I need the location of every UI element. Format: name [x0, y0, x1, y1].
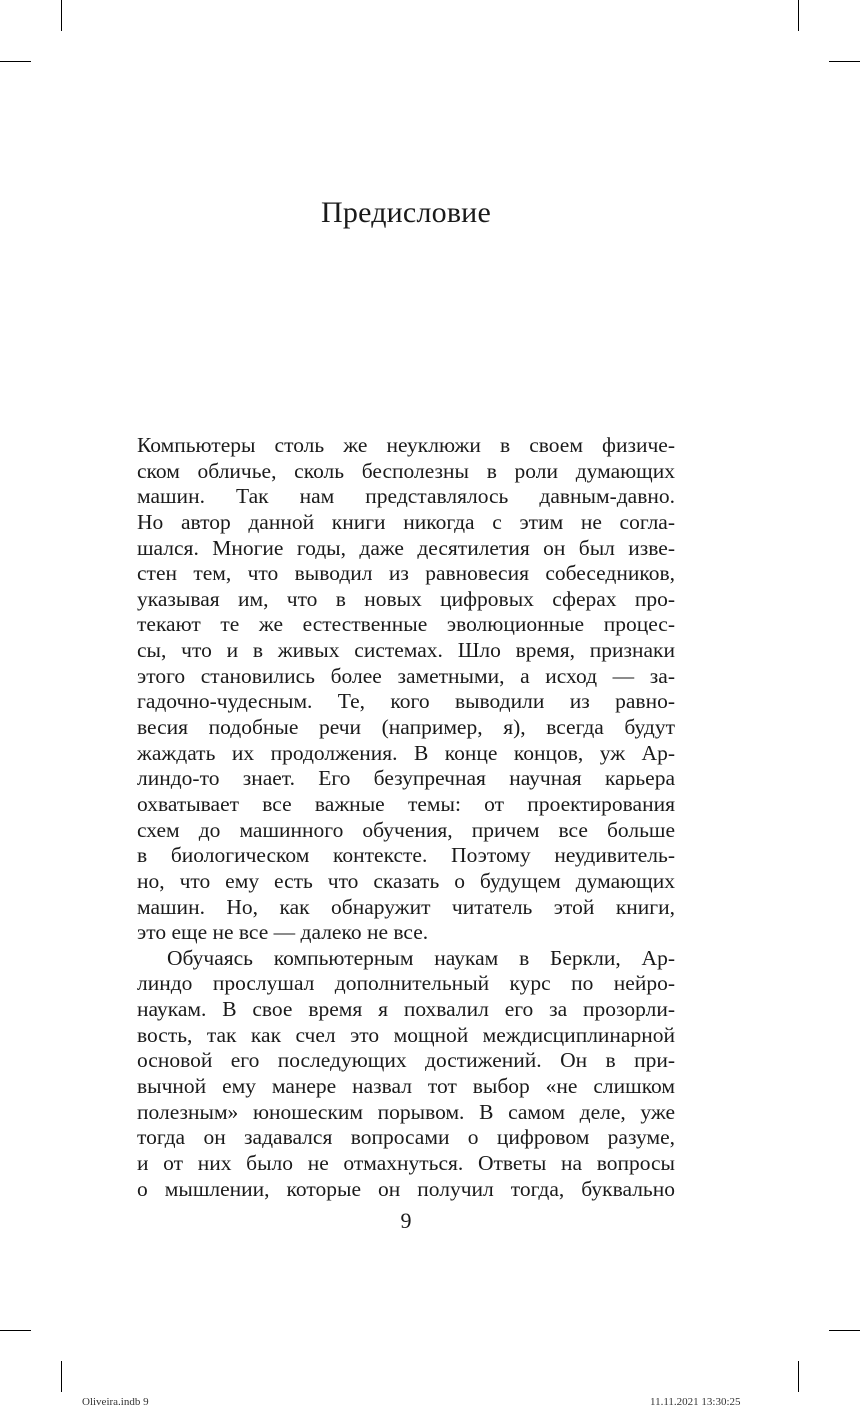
text-line: о мышлении, которые он получил тогда, буквально — [137, 1176, 675, 1201]
crop-mark-bottom-left — [61, 1361, 62, 1392]
text-line: и от них было не отмахнуться. Ответы на вопросы — [137, 1150, 675, 1175]
text-line: это еще не все — далеко не все. — [137, 920, 429, 945]
text-line: Но автор данной книги никогда с этим не согла- — [137, 509, 675, 534]
text-line: этого становились более заметными, а исход — за- — [137, 663, 675, 688]
slug-filename: Oliveira.indb 9 — [82, 1396, 149, 1408]
crop-mark-top-right — [798, 0, 799, 31]
text-line: тогда он задавался вопросами о цифровом разуме, — [137, 1125, 675, 1150]
text-line: линдо-то знает. Его безупречная научная карьера — [137, 766, 675, 791]
body-text — [137, 433, 675, 1202]
paragraph-2 — [137, 946, 675, 1202]
text-line: стен тем, что выводил из равновесия собеседников, — [137, 561, 675, 586]
crop-mark-top-left — [61, 0, 62, 31]
text-line: текают те же естественные эволюционные процес- — [137, 612, 675, 637]
text-line: Компьютеры столь же неуклюжи в своем физиче- — [137, 433, 675, 457]
text-line: сы, что и в живых системах. Шло время, признаки — [137, 638, 675, 663]
text-line: ском обличье, сколь бесполезны в роли думающих — [137, 458, 675, 483]
crop-mark-right-bottom — [829, 1330, 860, 1331]
text-line: схем до машинного обучения, причем все больше — [137, 817, 675, 842]
text-line: в биологическом контексте. Поэтому неудивитель- — [137, 843, 675, 868]
text-line: указывая им, что в новых цифровых сферах про- — [137, 586, 675, 611]
text-line: наукам. В свое время я похвалил его за прозорли- — [137, 997, 675, 1022]
crop-mark-bottom-right — [798, 1361, 799, 1392]
text-line: линдо прослушал дополнительный курс по нейро- — [137, 971, 675, 996]
text-line: весия подобные речи (например, я), всегда будут — [137, 715, 675, 740]
text-line: гадочно-чудесным. Те, кого выводили из равно- — [137, 689, 675, 714]
text-line: но, что ему есть что сказать о будущем думающих — [137, 868, 675, 893]
crop-mark-left-top — [0, 61, 31, 62]
text-line: машин. Так нам представлялось давным-давно. — [137, 484, 675, 509]
text-line: основой его последующих достижений. Он в при- — [137, 1048, 675, 1073]
text-line: полезным» юношеским порывом. В самом деле, уже — [137, 1099, 675, 1124]
text-line: жаждать их продолжения. В конце концов, уж Ар- — [137, 740, 675, 765]
crop-mark-right-top — [829, 61, 860, 62]
text-line: Обучаясь компьютерным наукам в Беркли, Ар- — [167, 945, 675, 970]
text-line: вычной ему манере назвал тот выбор «не слишком — [137, 1074, 675, 1099]
text-line: охватывает все важные темы: от проектирования — [137, 791, 675, 816]
text-line: машин. Но, как обнаружит читатель этой книги, — [137, 894, 675, 919]
page-title: Предисловие — [321, 196, 491, 229]
paragraph-1 — [137, 433, 675, 946]
page-number: 9 — [400, 1208, 412, 1233]
text-line: вость, так как счел это мощной междисциплинарной — [137, 1022, 675, 1047]
slug-datetime: 11.11.2021 13:30:25 — [650, 1396, 741, 1408]
crop-mark-left-bottom — [0, 1330, 31, 1331]
text-line: шался. Многие годы, даже десятилетия он был изве- — [137, 535, 675, 560]
